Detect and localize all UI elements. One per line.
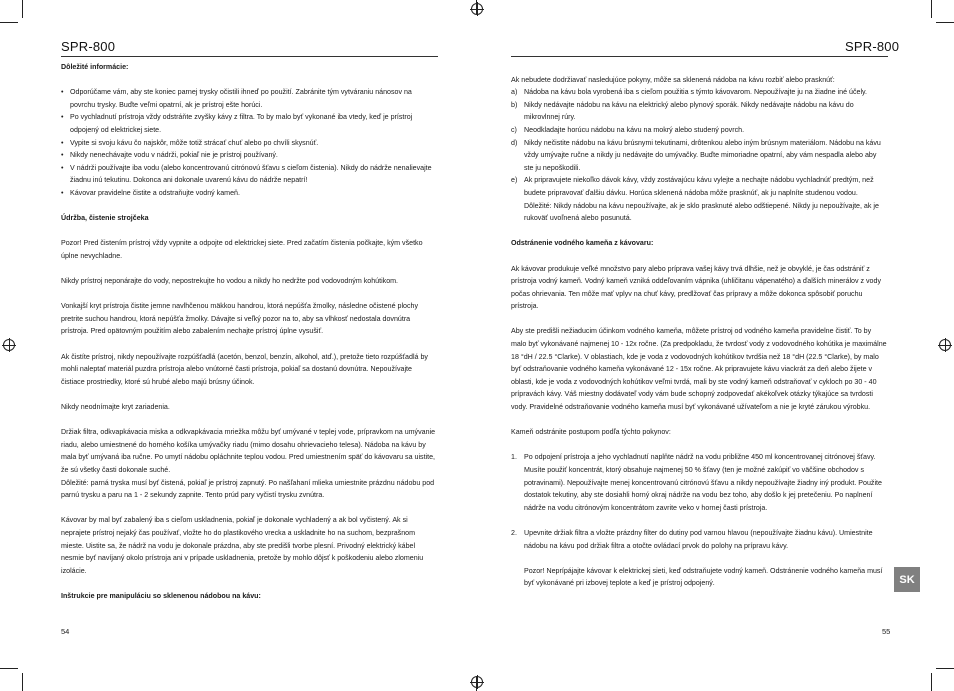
right-page xyxy=(477,0,954,691)
spacer xyxy=(511,225,887,238)
spacer xyxy=(511,439,887,452)
list-item: • Nikdy nenechávajte vodu v nádrži, pokiaľ nie je prístroj používaný. xyxy=(70,149,437,162)
list-marker: e) xyxy=(511,176,518,185)
list-marker: a) xyxy=(511,88,518,97)
paragraph: Pozor! Neprípájajte kávovar k elektrickej sieti, keď odstraňujete vodný kameň. Odstránenie vodného kameňa musí byť vykonávané pri izbovej teplote a keď je prístroj odpojený. xyxy=(524,566,883,588)
list-marker: c) xyxy=(511,125,517,134)
page-header: SPR-800 xyxy=(845,39,900,54)
spacer xyxy=(61,414,437,427)
paragraph: Aby ste predišli nežiaducim účinkom vodného kameňa, môžete prístroj od vodného kameňa pravidelne čistiť. To by malo byť vykonávané najmenej 10 - 12x ročne. (Za predpokladu, že tvrdosť vody z vodovodného kohútika je maximálne 18 °dH / 22.5 °Clarke). V oblastiach, kde je voda z vodovodných kohútikov tvrdšia než 18 °dH (22.5 °Clarke), by malo byť odstraňovanie vodného kameňa vykonávané 12 - 15x ročne. Ak pripravujete kávu viackrát za deň alebo žijete v oblasti, kde je voda z vodovodných kohútikov veľmi tvrdá, mali by ste vodný kameň odstraňovať v cykloch po 30 - 40 prípravách kávy. Váš miestny dodávateľ vody vám bude schopný zodpovedať akékoľvek otázky týkajúce sa tvrdosti vody. Pravidelné odstraňovanie vodného kameňa musí byť vykonávané užívateľom a nie je kryté zárukou výrobku. xyxy=(511,327,887,412)
list-item: • Po vychladnutí prístroja vždy odstráňte zvyšky kávy z filtra. To by malo byť vykonané iba vtedy, keď je prístroj odpojený od elektrickej siete. xyxy=(70,111,437,136)
section-heading: Dôležité informácie: xyxy=(61,63,129,71)
language-tab: SK xyxy=(894,567,920,592)
ordered-list xyxy=(511,527,887,552)
list-item-text: Neodkladajte horúcu nádobu na kávu na mokrý alebo studený povrch. xyxy=(524,125,745,134)
list-item-text: Nikdy nečistite nádobu na kávu brúsnymi tekutinami, drôtenkou alebo iným brúsnym materiálom. Nádobu na kávu vždy umývajte ručne a nikdy ju nedávajte do umývačky. Buďte mimoriadne opatrní, aby vám nespadla alebo aby ste ju nepoškodili. xyxy=(524,138,881,172)
spacer xyxy=(61,288,437,301)
paragraph: Ak kávovar produkuje veľké množstvo pary alebo príprava vašej kávy trvá dlhšie, než je obvyklé, je čas odstrániť z prístroja vodný kameň. Vodný kameň vzniká oddeľovaním vápnika (uhličitanu vápenatého) a ďalších minerálov z vody počas ohrievania. Ten môže mať vplyv na chuť kávy, predlžovať čas prípravy a môže dokonca spôsobiť poruchu prístroja. xyxy=(511,264,881,311)
ordered-list xyxy=(511,451,887,514)
list-item xyxy=(511,527,887,552)
list-item xyxy=(511,86,887,99)
list-item: • Odporúčame vám, aby ste koniec parnej trysky očistili ihneď po použití. Zabránite tým vytváraniu nánosov na povrchu trysky. Buďte veľmi opatrní, ak je prístroj ešte horúci. xyxy=(70,86,437,111)
page-header: SPR-800 xyxy=(61,39,116,54)
list-marker: d) xyxy=(511,138,518,147)
paragraph: Dôležité: parná tryska musí byť čistená, pokiaľ je prístroj zapnutý. Po našľahaní mlieka umiestnite prázdnu nádobu pod parnú trysku a paru na 1 - 2 sekundy zapnite. Tento prúd pary vyčistí trysku zvnútra. xyxy=(61,478,435,500)
section-heading: Inštrukcie pre manipuláciu so sklenenou nádobou na kávu: xyxy=(61,591,261,600)
spacer xyxy=(61,200,437,213)
list-marker: 1. xyxy=(511,453,517,462)
header-rule xyxy=(511,56,888,57)
list-item-text: Nikdy nedávajte nádobu na kávu na elektrický alebo plynový sporák. Nikdy nedávajte nádobu na kávu do mikrovlnnej rúry. xyxy=(524,100,854,122)
spacer xyxy=(511,313,887,326)
spacer xyxy=(511,61,887,74)
spacer xyxy=(511,552,887,565)
list-item xyxy=(511,99,887,124)
ordered-list xyxy=(511,86,887,225)
list-item: • V nádrži používajte iba vodu (alebo koncentrovanú citrónovú šťavu s cieľom čistenia). Nikdy do nádrže nenalievajte žiadnu inú tekutinu. Dokonca ani dokonale uvarenú kávu do nádrže nepatrí! xyxy=(70,162,437,187)
left-column xyxy=(61,61,437,603)
paragraph: Kameň odstránite postupom podľa týchto pokynov: xyxy=(511,428,671,437)
paragraph: Ak nebudete dodržiavať nasledujúce pokyny, môže sa sklenená nádoba na kávu rozbiť alebo prasknúť: xyxy=(511,75,835,84)
spacer xyxy=(61,577,437,590)
list-marker: b) xyxy=(511,100,518,109)
paragraph: Nikdy prístroj neponárajte do vody, nepostrekujte ho vodou a nikdy ho nedržte pod vodovodným kohútikom. xyxy=(61,277,399,286)
list-item xyxy=(511,451,887,514)
list-item-text: Ak pripravujete niekoľko dávok kávy, vždy zostávajúcu kávu vylejte a nechajte nádobu vychladnúť predtým, než budete pripravovať ďalšiu dávku. Horúca sklenená nádoba môže prasknúť, ak ju naplníte studenou vodou. Dôležité: Nikdy nádobu na kávu nepoužívajte, ak je sklo prasknuté alebo odštiepené. Nikdy ju nepoužívajte, ak je rukoväť uvoľnená alebo posunutá. xyxy=(524,176,879,223)
list-item xyxy=(511,174,887,224)
section-heading: Odstránenie vodného kameňa z kávovaru: xyxy=(511,239,654,248)
page-number: 54 xyxy=(61,627,70,636)
spacer xyxy=(511,414,887,427)
list-item-text: Upevnite držiak filtra a vložte prázdny filter do dutiny pod varnou hlavou (nepoužívajte žiadnu kávu). Umiestnite nádobu na kávu pod držiak filtra a otočte ovládací prvok do polohy na prípravu kávy. xyxy=(524,528,873,550)
spacer xyxy=(61,502,437,515)
bullet-list xyxy=(61,86,437,199)
paragraph: Ak čistíte prístroj, nikdy nepoužívajte rozpúšťadlá (acetón, benzol, benzín, alkohol, atď.), pretože tieto rozpúšťadlá by mohli naleptať materiál puzdra prístroja alebo vnútorné časti prístroja, pokiaľ sa dostanú dovnútra. Nepoužívajte čistiace prostriedky, ktoré sú hrubé alebo majú brúsny účinok. xyxy=(61,352,428,386)
section-heading: Údržba, čistenie strojčeka xyxy=(61,214,149,223)
paragraph: Nikdy neodnímajte kryt zariadenia. xyxy=(61,403,170,412)
list-item-text: Nádoba na kávu bola vyrobená iba s cieľom použitia s týmto kávovarom. Nepoužívajte ju na žiadne iné účely. xyxy=(524,88,868,97)
spacer xyxy=(511,250,887,263)
paragraph: Vonkajší kryt prístroja čistite jemne navlhčenou mäkkou handrou, ktorá nepúšťa žmolky, následne očistené plochy pretrite suchou handrou, ktorá nepúšťa žmolky. Dávajte si veľký pozor na to, aby sa vlhkosť nedostala dovnútra prístroja. Pred opätovným použitím alebo zabalením nechajte prístroj úplne vysušiť. xyxy=(61,302,419,336)
list-item: • Kávovar pravidelne čistite a odstraňujte vodný kameň. xyxy=(70,187,437,200)
spacer xyxy=(61,263,437,276)
spacer xyxy=(61,225,437,238)
list-marker: 2. xyxy=(511,528,517,537)
spacer xyxy=(61,338,437,351)
list-item-text: Po odpojení prístroja a jeho vychladnutí naplňte nádrž na vodu približne 450 ml koncentrovanej citrónovej šťavy. Musíte použiť koncentrát, ktorý obsahuje najmenej 50 % šťavy (ten je možné zakúpiť vo väčšine obchodov s potravinami). Nepoužívajte menej koncentrovanú citrónovú šťavu a nikdy nepoužívajte žiadny iný produkt. Použite dostatok tekutiny, aby ste dosiahli horný okraj nádrže na vodu bez toho, aby došlo k jej pretečeniu. Po naplnení nádrže na vodu citrónovým koncentrátom zavrite veko v hornej časti prístroja. xyxy=(524,453,882,512)
page-number: 55 xyxy=(882,627,891,636)
paragraph: Kávovar by mal byť zabalený iba s cieľom uskladnenia, pokiaľ je dokonale vychladený a ak bol vyčistený. Ak si neprajete prístroj nejaký čas používať, vložte ho do plastikového vrecka a uskladnite ho na suchom, bezprašnom mieste. Uistite sa, že nádrž na vodu je dokonale prázdna, aby ste predišli tvorbe plesní. Privodný elektrický kábel nesmie byť navíjaný okolo prístroja ani v prípade uskladnenia, pretože by mohlo dôjsť k poškodeniu alebo zlomeniu izolácie. xyxy=(61,516,424,575)
list-item xyxy=(511,137,887,175)
spacer xyxy=(511,514,887,527)
spacer xyxy=(61,74,437,87)
header-rule xyxy=(61,56,438,57)
list-item: • Vypite si svoju kávu čo najskôr, môže totiž strácať chuť alebo po chvíli skysnúť. xyxy=(70,137,437,150)
paragraph: Pozor! Pred čistením prístroj vždy vypnite a odpojte od elektrickej siete. Pred začatím čistenia počkajte, kým všetko úplne nevychladne. xyxy=(61,239,423,260)
paragraph: Držiak filtra, odkvapkávacia miska a odkvapkávacia mriežka môžu byť umývané v teplej vode, prípravkom na umývanie riadu, alebo umiestnené do horného košíka umývačky riadu (mimo dosahu ohrievacieho telesa). Nádoba na kávu by mala byť umývaná iba ručne. Po umytí nádobu opláchnite teplou vodou. Pred umiestnením späť do kávovaru sa uistite, že sú všetky časti dokonale suché. xyxy=(61,428,436,474)
right-column xyxy=(511,61,887,590)
list-item xyxy=(511,124,887,137)
spacer xyxy=(61,388,437,401)
